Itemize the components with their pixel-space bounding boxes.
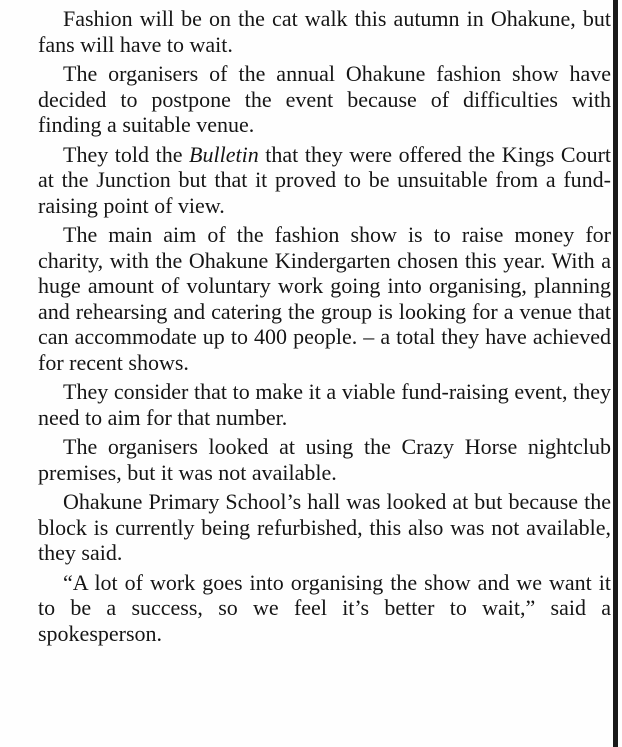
paragraph-4: The main aim of the fashion show is to raise money for charity, with the Ohakune Kindergarten chosen this year. With a huge amount of voluntary work going into organising, planning and rehearsing and catering the group is looking for a venue that can accommodate up to 400 people. – a total they have achieved for recent shows.: [38, 222, 611, 375]
column-rule: [613, 0, 618, 747]
paragraph-3: [38, 142, 611, 219]
article-body: [38, 6, 611, 650]
paragraph-6: The organisers looked at using the Crazy Horse nightclub premises, but it was not available.: [38, 434, 611, 485]
paragraph-2: The organisers of the annual Ohakune fashion show have decided to postpone the event because of difficulties with finding a suitable venue.: [38, 61, 611, 137]
publication-name: Bulletin: [189, 141, 259, 167]
paragraph-3-rest: that they were offered the Kings Court at the Junction but that it proved to be unsuitable from a fund-raising point of view.: [38, 141, 612, 218]
paragraph-7: Ohakune Primary School’s hall was looked at but because the block is currently being refurbished, this also was not available, they said.: [38, 489, 611, 565]
paragraph-8: “A lot of work goes into organising the show and we want it to be a success, so we feel it’s better to wait,” said a spokesperson.: [38, 569, 611, 646]
paragraph-3-lead: They told the: [63, 141, 183, 167]
paragraph-1: Fashion will be on the cat walk this autumn in Ohakune, but fans will have to wait.: [38, 6, 611, 57]
paragraph-5: They consider that to make it a viable fund-raising event, they need to aim for that number.: [38, 379, 611, 430]
